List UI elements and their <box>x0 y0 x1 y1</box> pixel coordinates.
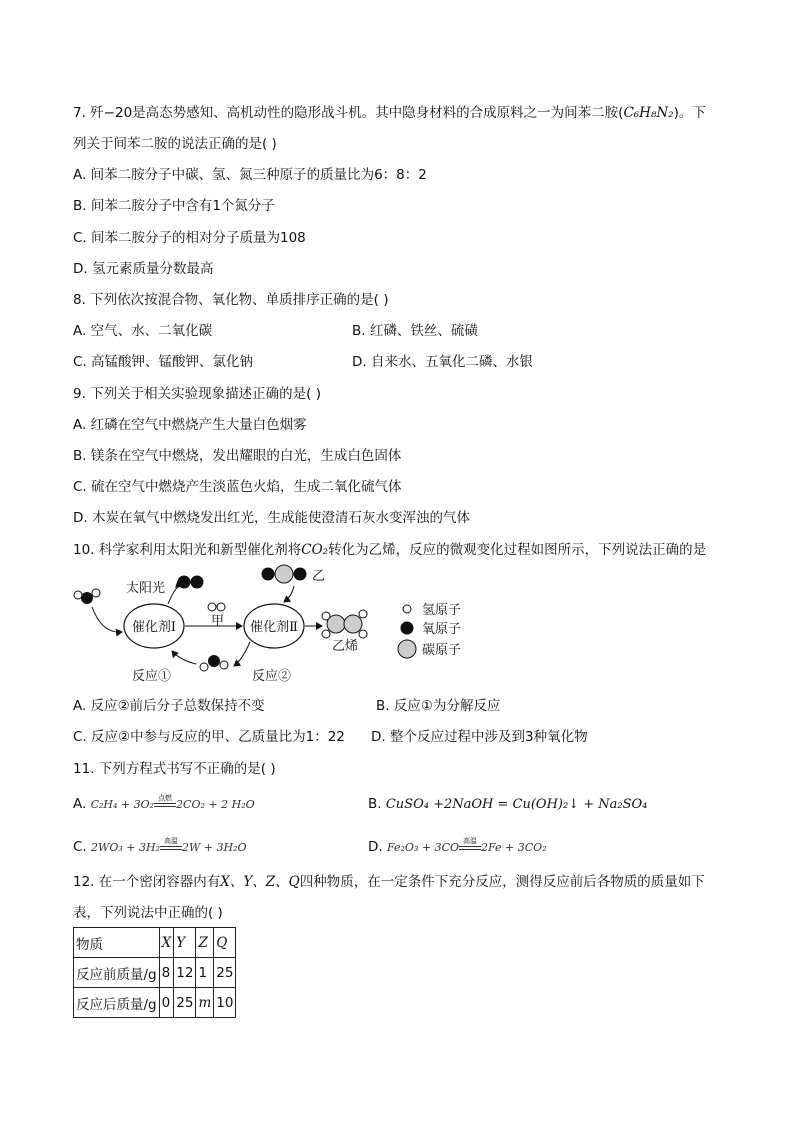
table-cell: 25 <box>214 958 236 988</box>
q12-stem-line2: 表，下列说法中正确的( ) <box>73 905 223 921</box>
legend-carbon-symbol <box>398 640 416 658</box>
q10-option-c: C. 反应②中参与反应的甲、乙质量比为1：22 <box>73 729 345 745</box>
q9-option-c: C. 硫在空气中燃烧产生淡蓝色火焰，生成二氧化硫气体 <box>73 479 402 495</box>
table-cell: 25 <box>174 988 196 1018</box>
input-arrow <box>92 607 122 632</box>
q12-stem-line1: 12. 在一个密闭容器内有X、Y、Z、Q四种物质，在一定条件下充分反应，测得反应前后各物质的质量如下 <box>73 874 705 890</box>
q12-mass-table <box>73 927 236 1018</box>
q11-d-right: 2Fe + 3CO₂ <box>481 841 547 854</box>
q8-option-a: A. 空气、水、二氧化碳 <box>73 323 213 339</box>
q7-option-b: B. 间苯二胺分子中含有1个氮分子 <box>73 198 275 214</box>
q10-option-b: B. 反应①为分解反应 <box>376 698 501 714</box>
legend <box>398 603 461 658</box>
q11-c-right: 2W + 3H₂O <box>181 841 247 854</box>
q11-option-d: D. Fe₂O₃ + 3CO 高温 2Fe + 3CO₂ <box>368 837 547 855</box>
q11-c-left: 2WO₃ + 3H₂ <box>91 841 160 854</box>
q8-stem: 8. 下列依次按混合物、氧化物、单质排序正确的是( ) <box>73 292 389 308</box>
q11-a-left: C₂H₄ + 3O₂ <box>90 798 155 811</box>
legend-carbon-label: 碳原子 <box>422 643 462 658</box>
table-cell: 反应后质量/g <box>74 988 160 1018</box>
table-header-cell: Y <box>174 928 196 958</box>
table-cell: 12 <box>174 958 196 988</box>
sunlight-label: 太阳光 <box>126 581 166 596</box>
q11-c-condition: 高温 <box>160 837 182 850</box>
table-cell: 8 <box>159 958 174 988</box>
co2-input-molecule <box>74 589 100 604</box>
q7-option-c: C. 间苯二胺分子的相对分子质量为108 <box>73 230 306 246</box>
q7-formula: C₆H₈N₂ <box>623 105 674 121</box>
q7-stem-line2: 列关于间苯二胺的说法正确的是( ) <box>73 136 277 152</box>
o2-output-arrow <box>168 586 182 604</box>
q7-option-a: A. 间苯二胺分子中碳、氢、氮三种原子的质量比为6：8：2 <box>73 167 427 183</box>
q11-b-equation: CuSO₄ +2NaOH = Cu(OH)₂↓ + Na₂SO₄ <box>385 797 648 812</box>
q10-stem: 10. 科学家利用太阳光和新型催化剂将CO₂转化为乙烯，反应的微观变化过程如图所示，下列说法正确的是 <box>73 542 707 558</box>
yi-label: 乙 <box>312 569 326 584</box>
q8-option-d: D. 自来水、五氧化二磷、水银 <box>352 354 533 370</box>
q9-stem: 9. 下列关于相关实验现象描述正确的是( ) <box>73 386 321 402</box>
q8-option-c: C. 高锰酸钾、锰酸钾、氯化钠 <box>73 354 254 370</box>
q9-option-d: D. 木炭在氧气中燃烧发出红光，生成能使澄清石灰水变浑浊的气体 <box>73 510 470 526</box>
q9-option-a: A. 红磷在空气中燃烧产生大量白色烟雾 <box>73 417 307 433</box>
q10-option-a: A. 反应②前后分子总数保持不变 <box>73 698 265 714</box>
q12-vars: X、Y、Z、Q <box>220 874 300 890</box>
q11-a-right: 2CO₂ + 2 H₂O <box>176 798 255 811</box>
catalyst-2-label: 催化剂Ⅱ <box>250 620 298 635</box>
ethylene-label: 乙烯 <box>332 639 359 654</box>
reaction-2-label: 反应② <box>252 669 292 684</box>
table-cell: m <box>196 988 214 1018</box>
table-cell: 0 <box>159 988 174 1018</box>
q7-option-d: D. 氢元素质量分数最高 <box>73 261 214 277</box>
yi-input-arrow <box>284 586 294 602</box>
table-row <box>74 958 236 988</box>
reaction-1-label: 反应① <box>132 669 172 684</box>
q11-option-c: C. 2WO₃ + 3H₂ 高温 2W + 3H₂O <box>73 837 247 855</box>
q11-option-b: B. CuSO₄ +2NaOH = Cu(OH)₂↓ + Na₂SO₄ <box>368 796 648 812</box>
co2-molecule-yi <box>262 565 307 583</box>
table-header-cell: X <box>159 928 174 958</box>
q11-a-condition: 点燃 <box>154 794 176 807</box>
legend-hydrogen-symbol <box>403 605 411 613</box>
q11-d-left: Fe₂O₃ + 3CO <box>386 841 460 854</box>
table-header-cell: Z <box>196 928 214 958</box>
q7-stem-line1: 7. 歼−20是高态势感知、高机动性的隐形战斗机。其中隐身材料的合成原料之一为间苯二胺(C₆H₈N₂)。下 <box>73 105 706 121</box>
jia-label: 甲 <box>211 614 225 629</box>
table-cell: 10 <box>214 988 236 1018</box>
catalyst-1-label: 催化剂Ⅰ <box>131 620 177 635</box>
q9-option-b: B. 镁条在空气中燃烧，发出耀眼的白光，生成白色固体 <box>73 448 402 464</box>
table-row <box>74 988 236 1018</box>
q11-option-a: A. C₂H₄ + 3O₂ 点燃 2CO₂ + 2 H₂O <box>73 794 255 812</box>
reaction-mechanism-diagram <box>70 562 490 690</box>
h2-molecule-jia <box>208 603 225 611</box>
ethylene-molecule <box>322 610 367 638</box>
legend-hydrogen-label: 氢原子 <box>422 603 462 618</box>
q8-option-b: B. 红磷、铁丝、硫磺 <box>352 323 478 339</box>
legend-oxygen-symbol <box>401 622 414 635</box>
q10-formula: CO₂ <box>301 542 329 558</box>
loop-arrow-1 <box>234 642 250 666</box>
h2o-molecule <box>200 655 228 671</box>
table-cell: 反应前质量/g <box>74 958 160 988</box>
legend-oxygen-label: 氧原子 <box>422 622 462 637</box>
table-header-cell: 物质 <box>74 928 160 958</box>
q10-option-d: D. 整个反应过程中涉及到3种氧化物 <box>371 729 588 745</box>
table-cell: 1 <box>196 958 214 988</box>
table-header-cell: Q <box>214 928 236 958</box>
q11-d-condition: 高温 <box>459 837 481 850</box>
loop-arrow-2 <box>172 651 196 664</box>
q11-stem: 11. 下列方程式书写不正确的是( ) <box>73 761 276 777</box>
o2-molecule <box>178 576 204 589</box>
table-header-row <box>74 928 236 958</box>
